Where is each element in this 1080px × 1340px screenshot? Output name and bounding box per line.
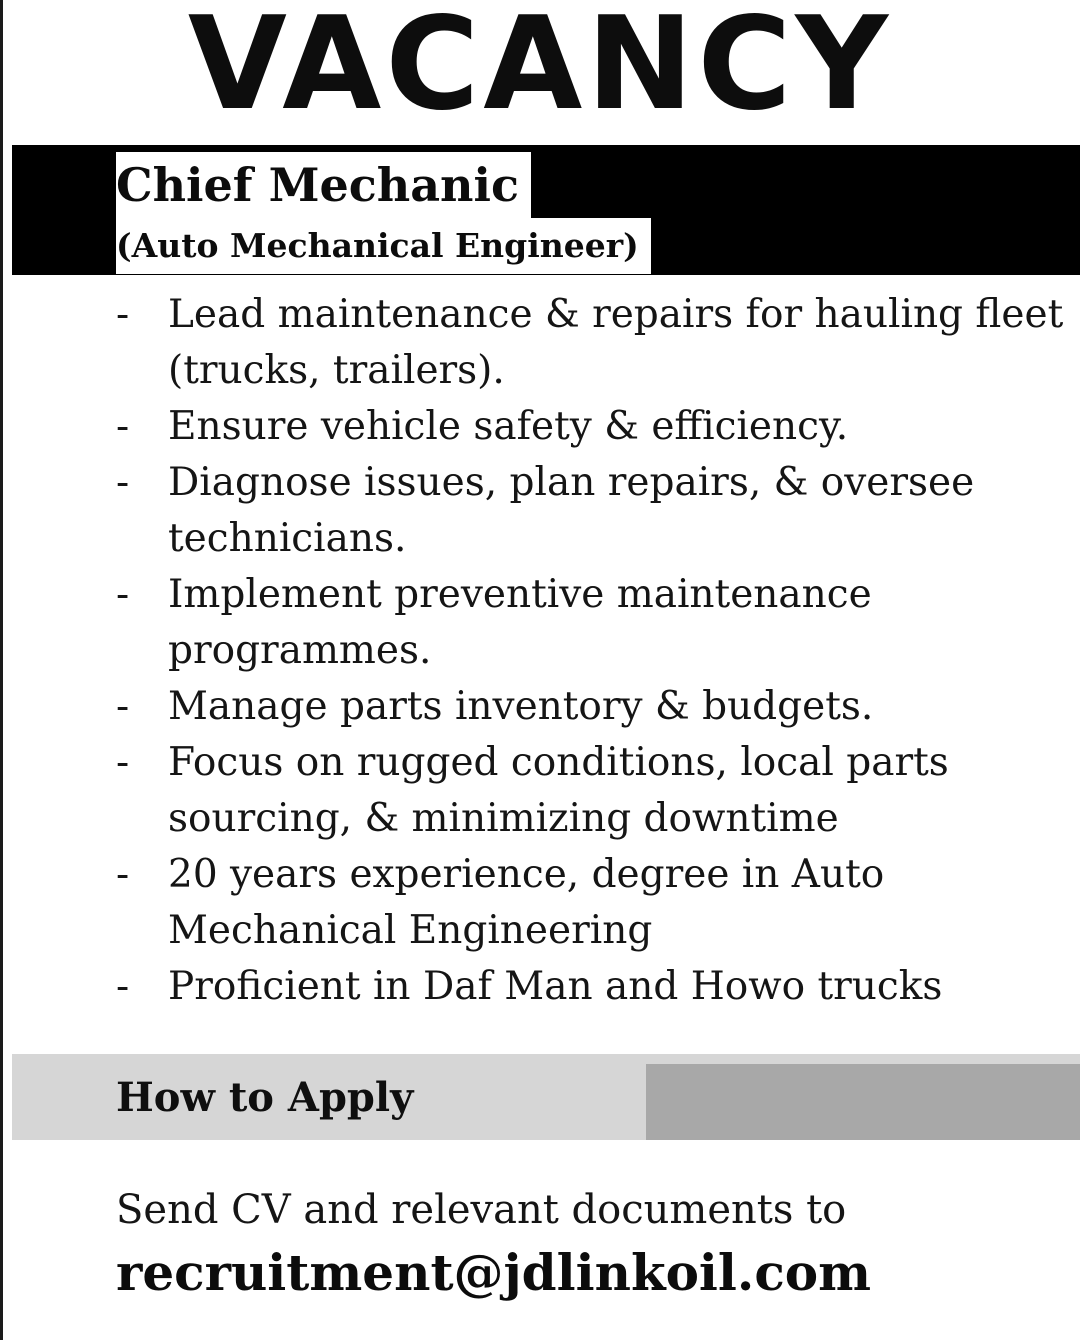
list-item [116, 959, 1066, 1015]
bullet-dash: - [116, 404, 130, 449]
list-item [116, 679, 1066, 735]
job-title: Chief Mechanic [116, 152, 531, 218]
bullet-dash: - [116, 852, 130, 897]
bullet-dash: - [116, 740, 130, 785]
recruitment-email[interactable]: recruitment@jdlinkoil.com [116, 1243, 872, 1302]
duty-text: 20 years experience, degree in Auto Mechanical Engineering [168, 852, 885, 953]
list-item [116, 287, 1066, 399]
bullet-dash: - [116, 572, 130, 617]
list-item [116, 735, 1066, 847]
apply-heading: How to Apply [116, 1074, 414, 1121]
list-item [116, 847, 1066, 959]
duty-text: Diagnose issues, plan repairs, & oversee technicians. [168, 460, 975, 561]
apply-instruction: Send CV and relevant documents to [116, 1187, 847, 1233]
vacancy-headline: VACANCY [187, 0, 893, 139]
left-border-line [0, 0, 3, 1340]
duty-text: Lead maintenance & repairs for hauling fleet (trucks, trailers). [168, 292, 1064, 393]
job-subtitle: (Auto Mechanical Engineer) [116, 218, 651, 274]
duty-text: Focus on rugged conditions, local parts sourcing, & minimizing downtime [168, 740, 949, 841]
list-item [116, 399, 1066, 455]
duty-text: Proficient in Daf Man and Howo trucks [168, 964, 943, 1009]
list-item [116, 455, 1066, 567]
bullet-dash: - [116, 684, 130, 729]
apply-dark-grey-block [646, 1064, 1080, 1140]
duties-list [116, 287, 1066, 1015]
list-item [116, 567, 1066, 679]
job-title-block [116, 152, 1016, 274]
bullet-dash: - [116, 460, 130, 505]
bullet-dash: - [116, 964, 130, 1009]
duty-text: Manage parts inventory & budgets. [168, 684, 874, 729]
bullet-dash: - [116, 292, 130, 337]
duty-text: Ensure vehicle safety & efficiency. [168, 404, 849, 449]
duty-text: Implement preventive maintenance programmes. [168, 572, 872, 673]
